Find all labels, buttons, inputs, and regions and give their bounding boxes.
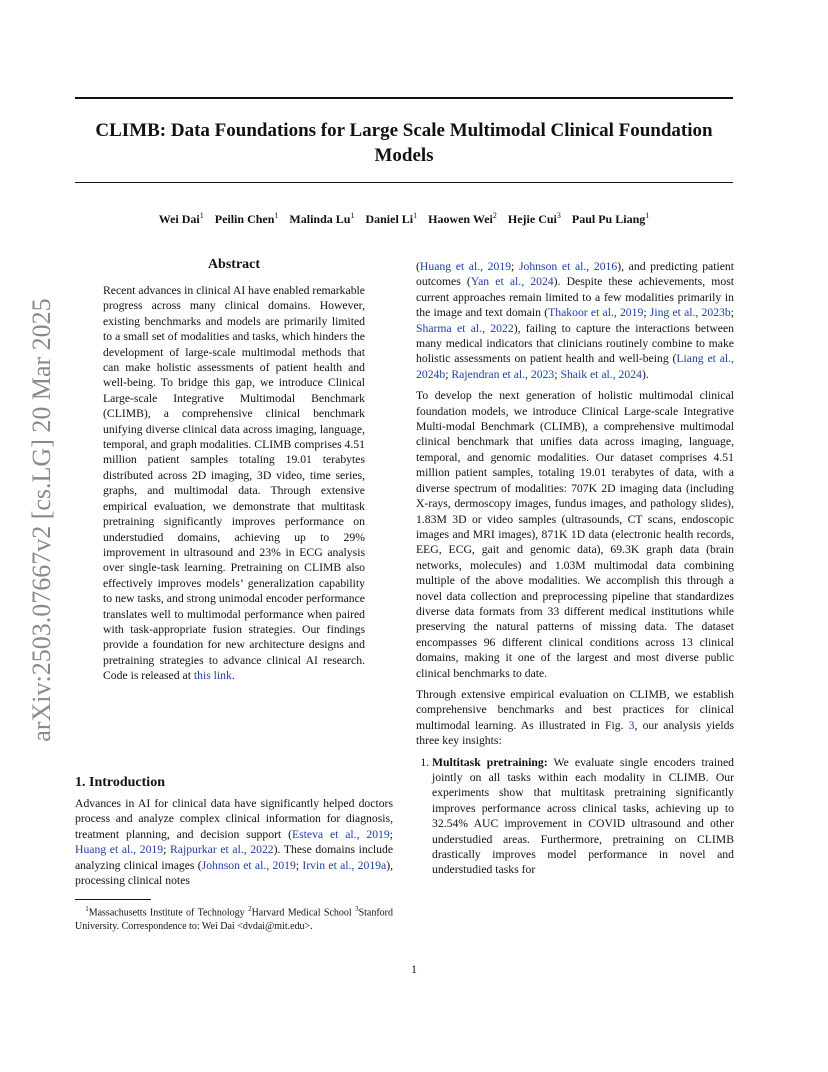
- intro-heading: 1. Introduction: [75, 775, 165, 790]
- citation-link[interactable]: Shaik et al., 2024: [560, 367, 642, 381]
- author: Daniel Li$^1$: [365, 211, 418, 226]
- title-rule-bottom: [75, 182, 733, 183]
- arxiv-stamp: arXiv:2503.07667v2 [cs.LG] 20 Mar 2025: [27, 298, 56, 742]
- insights-list: [416, 755, 734, 878]
- list-item: 1. Multitask pretraining: We evaluate single encoders trained jointly on all tasks within each modality in CLIMB. Our experiments show that multitask pretraining significantly improves performance across clinical tasks, achieving up to 32.54% AUC improvement in COVID ultrasound and other understudied areas. Furthermore, pretraining on CLIMB drastically improves model performance in novel and understudied tasks for: [432, 755, 734, 878]
- benchmark-paragraph: To develop the next generation of holistic multimodal clinical foundation models, we introduce Clinical Large-scale Integrative Multi-modal Benchmark (CLIMB), a comprehensive multimodal clinical benchmark that unifies data across imaging, language, temporal, and genomic modalities. Our dataset comprises 4.51 million patient samples, totaling 19.01 terabytes of data, with a diverse spectrum of modalities: 707K 2D imaging data (including X-rays, dermoscopy images, fundus images, and pathology slides), 1.83M 3D or video samples (ultrasounds, CT scans, endoscopic images and MRI images), 871K 1D data (electronic health records, EEG, ECG, gait and genomic data), 69.3K graph data (brain networks, molecules) and 1.03M multimodal data combining multiple of the above modalities. We accomplish this through a novel data collection and preprocessing pipeline that standardizes diverse data formats from 33 different medical institutions while preserving the natural patterns of missing data. The dataset encompasses 96 different clinical conditions across 13 clinical domains, making it one of the largest and most diverse public clinical benchmarks to date.: [416, 389, 734, 680]
- abstract-text: Recent advances in clinical AI have enabled remarkable progress across many clinical domains. However, existing benchmarks and models are primarily limited to a small set of modalities and tasks, which hinders the development of large-scale multimodal methods that can make holistic assessments of patient health and well-being. To bridge this gap, we introduce Clinical Large-scale Integrative Multimodal Benchmark (CLIMB), a comprehensive clinical benchmark unifying diverse clinical data across imaging, language, temporal, and graph modalities. CLIMB comprises 4.51 million patient samples totaling 19.01 terabytes distributed across 2D imaging, 3D video, time series, graphs, and multimodal data. Through extensive empirical evaluation, we demonstrate that multitask pretraining significantly improves performance on understudied domains, achieving up to 29% improvement in ultrasound and 23% in ECG analysis over single-task learning. Pretraining on CLIMB also effectively improves models’ generalization capability to new tasks, and strong unimodal encoder performance translates well to multimodal performance when paired with task-appropriate fusion strategies. Our findings provide a foundation for new architecture designs and pretraining strategies to advance clinical AI research. Code is released at this link.: [103, 284, 365, 683]
- citation-link[interactable]: Yan et al., 2024: [470, 275, 554, 289]
- author: Wei Dai$^1$: [158, 211, 204, 226]
- affiliation-footnote: $^1$Massachusetts Institute of Technology $^2$Harvard Medical School $^3$Stanford University. Correspondence to: Wei Dai <dvdai@mit.edu>.: [75, 905, 394, 932]
- citation-link[interactable]: Esteva et al., 2019: [291, 827, 390, 841]
- author: Hejie Cui$^3$: [507, 211, 561, 226]
- insights-paragraph: Through extensive empirical evaluation on CLIMB, we establish comprehensive benchmarks and best practices for clinical multimodal learning. As illustrated in Fig. 3, our analysis yields three key insights:: [416, 687, 734, 748]
- intro-paragraph: Advances in AI for clinical data have significantly helped doctors process and analyze complex clinical information for diagnosis, treatment planning, and decision support (Esteva et al., 2019; Huang et al., 2019; Rajpurkar et al., 2022). These domains include analyzing clinical images (Johnson et al., 2019; Irvin et al., 2019a), processing clinical notes: [75, 797, 394, 888]
- citation-link[interactable]: Jing et al., 2023b: [649, 306, 731, 320]
- figure-link[interactable]: 3: [628, 718, 635, 732]
- code-link[interactable]: this link: [193, 669, 232, 683]
- citation-link[interactable]: Liang et al., 2024b: [416, 352, 734, 381]
- author: Malinda Lu$^1$: [289, 211, 355, 226]
- title-rule-top: [75, 97, 733, 99]
- author: Haowen Wei$^2$: [428, 211, 497, 226]
- citation-link[interactable]: Irvin et al., 2019a: [302, 858, 387, 872]
- citation-link[interactable]: Johnson et al., 2019: [201, 858, 296, 872]
- intro-paragraph-continued: (Huang et al., 2019; Johnson et al., 2016), and predicting patient outcomes (Yan et al., 2024). Despite these achievements, most current approaches remain limited to a few modalities primarily in the image and text domain (Thakoor et al., 2019; Jing et al., 2023b; Sharma et al., 2022), failing to capture the interactions between many medical indicators that clinicians routinely combine to make holistic assessments on patient health and well-being (Liang et al., 2024b; Rajendran et al., 2023; Shaik et al., 2024).: [416, 260, 734, 381]
- citation-link[interactable]: Johnson et al., 2016: [518, 260, 618, 273]
- footnote-rule: [75, 899, 151, 900]
- citation-link[interactable]: Huang et al., 2019: [75, 843, 164, 857]
- page-number: 1: [411, 962, 417, 976]
- citation-link[interactable]: Rajpurkar et al., 2022: [169, 843, 274, 857]
- author-list: [75, 211, 733, 227]
- citation-link[interactable]: Sharma et al., 2022: [416, 321, 514, 335]
- paper-title: CLIMB: Data Foundations for Large Scale Multimodal Clinical Foundation Models: [95, 120, 713, 166]
- author: Peilin Chen$^1$: [214, 211, 279, 226]
- citation-link[interactable]: Thakoor et al., 2019: [548, 306, 644, 320]
- citation-link[interactable]: Rajendran et al., 2023: [451, 367, 555, 381]
- right-column: [416, 259, 734, 878]
- abstract-heading: Abstract: [207, 257, 261, 272]
- author: Paul Pu Liang$^1$: [571, 211, 650, 226]
- citation-link[interactable]: Huang et al., 2019: [419, 260, 512, 273]
